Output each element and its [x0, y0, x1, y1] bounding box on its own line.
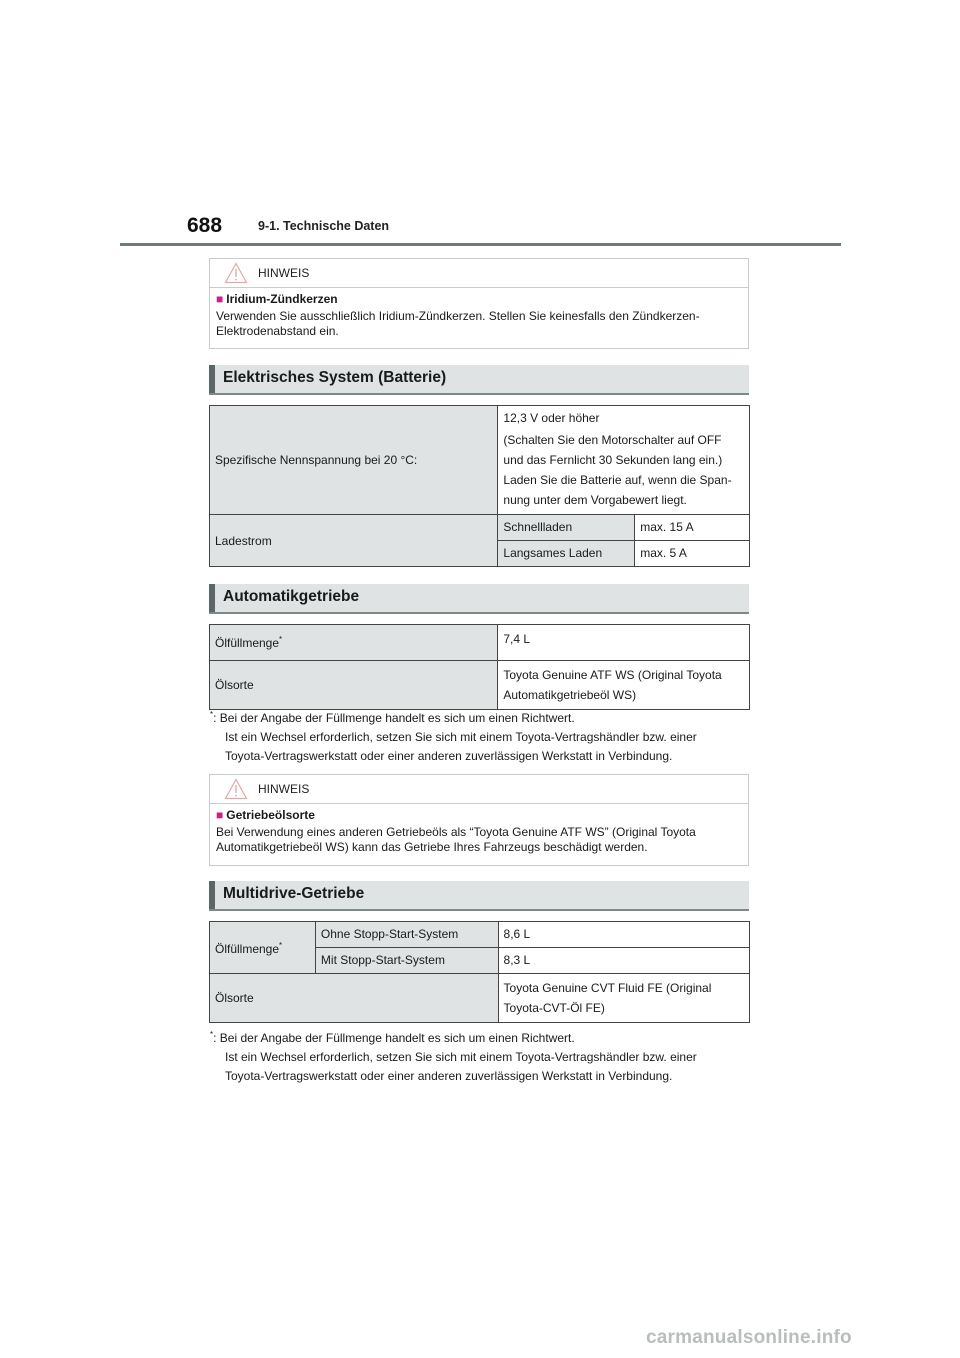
table-row — [210, 661, 750, 710]
notice-body — [210, 804, 748, 861]
banner-title: Automatikgetriebe — [223, 588, 360, 605]
banner-title: Multidrive-Getriebe — [223, 885, 365, 902]
fill-amount-label — [210, 625, 498, 661]
section-banner-automatic — [209, 584, 749, 614]
fill-amount-label-text: Ölfüllmenge — [215, 636, 280, 650]
slow-charge-label: Langsames Laden — [498, 541, 635, 567]
square-bullet-icon: ■ — [216, 292, 224, 306]
footnote-line: Ist ein Wechsel erforderlich, setzen Sie sich mit einem Toyota-Vertragshändler bzw. einer — [225, 1050, 697, 1064]
table-row — [210, 406, 750, 515]
table-row — [210, 625, 750, 661]
voltage-line: Laden Sie die Batterie auf, wenn die Span- — [503, 473, 732, 487]
warning-triangle-icon — [224, 778, 248, 800]
voltage-line: (Schalten Sie den Motorschalter auf OFF — [503, 433, 722, 447]
footnote-line: : Bei der Angabe der Füllmenge handelt es sich um einen Richtwert. — [213, 711, 575, 725]
voltage-value — [498, 406, 750, 515]
slow-charge-value: max. 5 A — [635, 541, 750, 567]
notice-box-spark-plugs — [209, 258, 749, 349]
without-stop-start-value: 8,6 L — [498, 922, 749, 948]
section-title: 9-1. Technische Daten — [258, 219, 390, 233]
table-row — [210, 515, 750, 541]
with-stop-start-value: 8,3 L — [498, 948, 749, 974]
voltage-label: Spezifische Nennspannung bei 20 °C: — [210, 406, 498, 515]
voltage-line: 12,3 V oder höher — [503, 411, 600, 425]
footnote-mark: * — [210, 1030, 214, 1039]
oil-type-label: Ölsorte — [210, 661, 498, 710]
notice-body — [210, 288, 748, 345]
fill-amount-label — [210, 922, 316, 974]
footnote-line: Toyota-Vertragswerkstatt oder einer anderen zuverlässigen Werkstatt in Verbindung. — [225, 749, 673, 763]
header-rule — [120, 243, 841, 246]
banner-bar — [209, 584, 215, 612]
banner-title: Elektrisches System (Batterie) — [223, 369, 447, 386]
footnote-line: Ist ein Wechsel erforderlich, setzen Sie sich mit einem Toyota-Vertragshändler bzw. einer — [225, 730, 697, 744]
notice-subtitle — [216, 808, 742, 823]
footnote-automatic — [210, 705, 697, 766]
watermark: carmanualsonline.info — [646, 1327, 852, 1348]
notice-box-gear-oil — [209, 774, 749, 866]
footnote-multidrive — [210, 1025, 697, 1086]
footnote-mark: * — [279, 941, 283, 950]
footnote-mark: * — [279, 635, 283, 644]
voltage-line: nung unter dem Vorgabewert liegt. — [503, 493, 687, 507]
automatic-table — [209, 624, 750, 710]
fast-charge-value: max. 15 A — [635, 515, 750, 541]
notice-text: Verwenden Sie ausschließlich Iridium-Zündkerzen. Stellen Sie keinesfalls den Zündkerzen-Elektrodenabstand ein. — [216, 309, 700, 338]
page-number: 688 — [187, 214, 223, 237]
notice-subtitle-text: Getriebeölsorte — [226, 808, 315, 822]
oil-type-label: Ölsorte — [210, 974, 499, 1023]
oil-type-line: Toyota-CVT-Öl FE) — [503, 1001, 605, 1015]
footnote-mark: * — [210, 710, 214, 719]
table-row — [210, 922, 750, 948]
banner-bar — [209, 365, 215, 393]
footnote-line: Toyota-Vertragswerkstatt oder einer anderen zuverlässigen Werkstatt in Verbindung. — [225, 1069, 673, 1083]
oil-type-value — [498, 974, 749, 1023]
notice-title: HINWEIS — [258, 266, 310, 280]
section-banner-multidrive — [209, 881, 749, 911]
warning-triangle-icon — [224, 262, 248, 284]
battery-table — [209, 405, 750, 567]
oil-type-line: Toyota Genuine ATF WS (Original Toyota — [503, 668, 722, 682]
notice-header — [210, 259, 748, 288]
oil-type-line: Automatikgetriebeöl WS) — [503, 688, 637, 702]
notice-text: Bei Verwendung eines anderen Getriebeöls als “Toyota Genuine ATF WS” (Original Toyota Automatikgetriebeöl WS) kann das Getriebe Ihres Fahrzeugs beschädigt werden. — [216, 825, 696, 854]
fast-charge-label: Schnellladen — [498, 515, 635, 541]
fill-amount-value: 7,4 L — [498, 625, 750, 661]
multidrive-table — [209, 921, 750, 1023]
charge-label: Ladestrom — [210, 515, 498, 567]
voltage-line: und das Fernlicht 30 Sekunden lang ein.) — [503, 453, 723, 467]
table-row — [210, 974, 750, 1023]
section-banner-battery — [209, 365, 749, 395]
notice-subtitle-text: Iridium-Zündkerzen — [226, 292, 338, 306]
without-stop-start-label: Ohne Stopp-Start-System — [315, 922, 498, 948]
square-bullet-icon: ■ — [216, 808, 224, 822]
oil-type-line: Toyota Genuine CVT Fluid FE (Original — [503, 981, 712, 995]
notice-subtitle — [216, 292, 742, 307]
banner-bar — [209, 881, 215, 909]
with-stop-start-label: Mit Stopp-Start-System — [315, 948, 498, 974]
oil-type-value — [498, 661, 750, 710]
notice-header — [210, 775, 748, 804]
fill-amount-label-text: Ölfüllmenge — [215, 942, 280, 956]
notice-title: HINWEIS — [258, 782, 310, 796]
footnote-line: : Bei der Angabe der Füllmenge handelt es sich um einen Richtwert. — [213, 1031, 575, 1045]
